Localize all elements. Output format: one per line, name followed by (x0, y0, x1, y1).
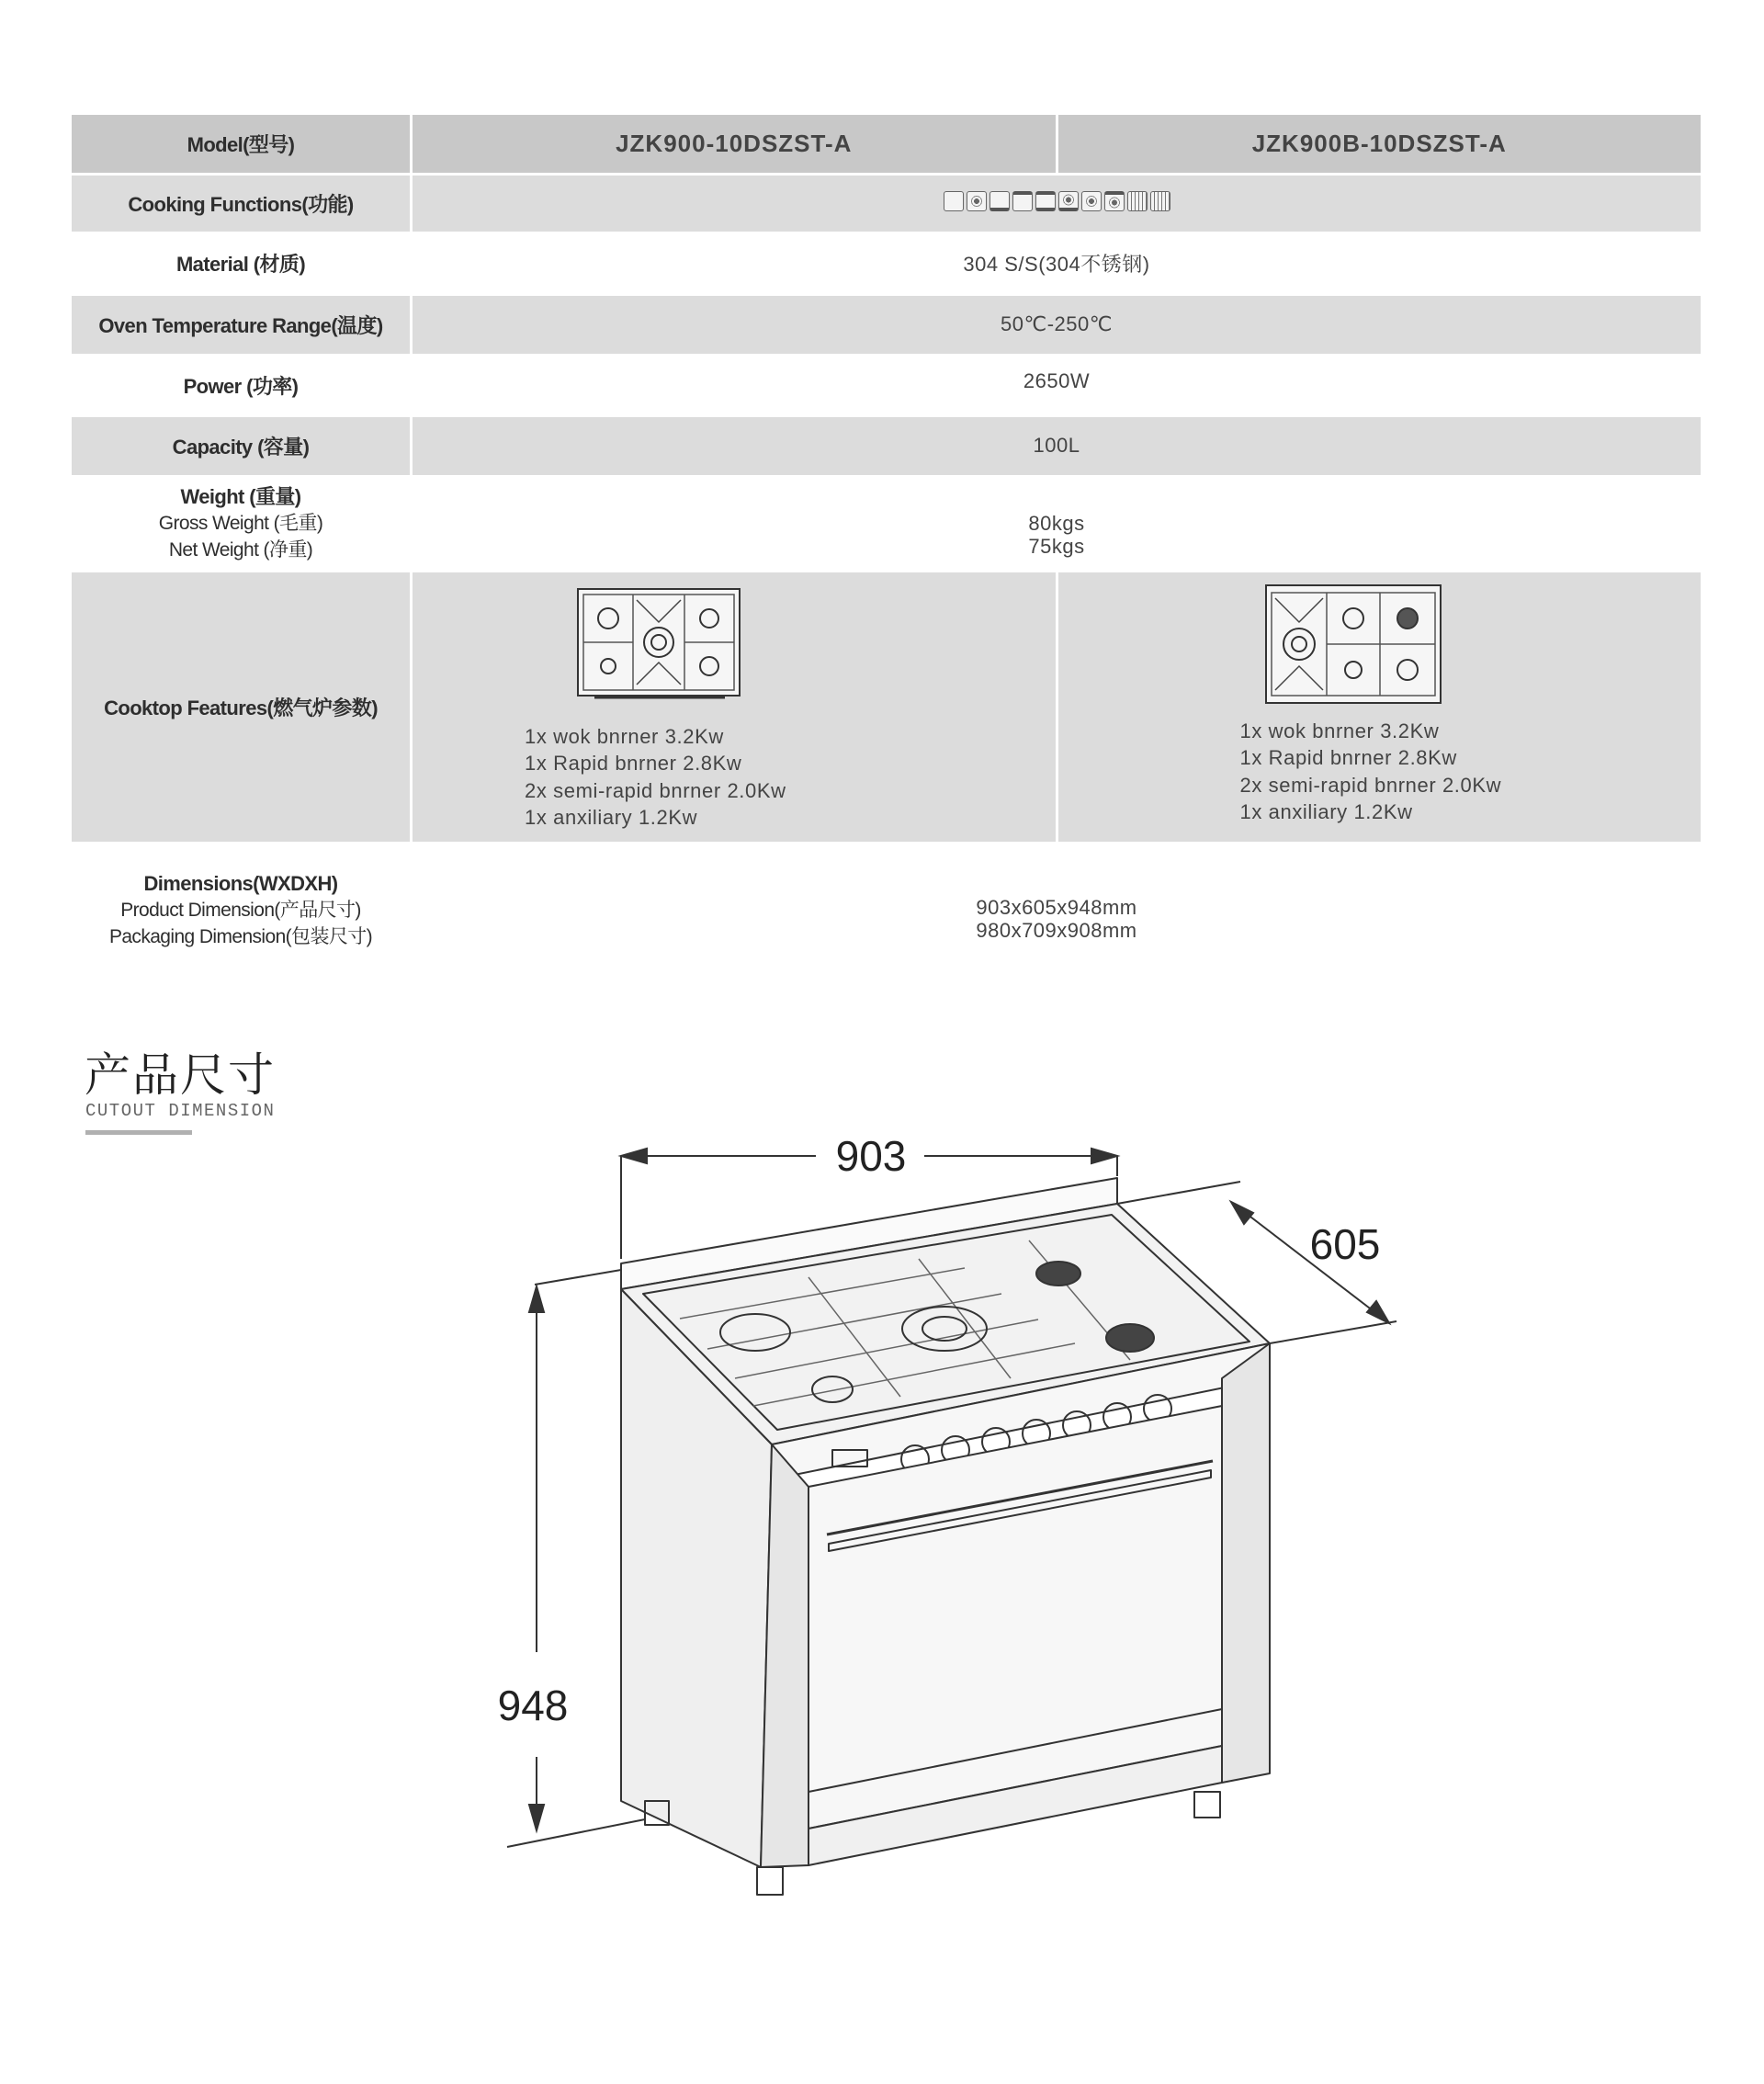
dimensions-label: Dimensions(WXDXH) (143, 871, 338, 895)
grill-icon (1127, 191, 1148, 211)
material-value: 304 S/S(304不锈钢) (412, 232, 1702, 294)
cooktop-left-diagram (576, 585, 743, 703)
net-weight-value: 75kgs (1028, 534, 1085, 558)
model-label: Model(型号) (72, 115, 412, 174)
width-dimension-label: 903 (835, 1132, 907, 1180)
model-row (72, 115, 1702, 174)
fan-heat-icon (1081, 191, 1102, 211)
capacity-label: Capacity (容量) (72, 415, 412, 476)
weight-label: Weight (重量) (180, 485, 301, 508)
weight-label-cell (72, 476, 412, 571)
fan-top-heat-icon (1104, 191, 1125, 211)
gross-weight-label: Gross Weight (毛重) (158, 513, 323, 534)
power-value: 2650W (412, 355, 1702, 415)
cooking-functions-label: Cooking Functions(功能) (72, 174, 412, 232)
top-bottom-heat-icon (1035, 191, 1056, 211)
cooktop-right-diagram (1264, 583, 1444, 705)
temperature-label: Oven Temperature Range(温度) (72, 294, 412, 355)
left-feature-2: 1x Rapid bnrner 2.8Kw (525, 752, 742, 775)
cooktop-left-cell (412, 571, 1057, 843)
section-subtitle: CUTOUT DIMENSION (85, 1101, 276, 1121)
height-dimension-label: 948 (497, 1682, 569, 1729)
cooktop-label: Cooktop Features(燃气炉参数) (72, 571, 412, 843)
temperature-row (72, 294, 1702, 355)
cooktop-left-features (525, 723, 786, 832)
dimensions-values (412, 843, 1702, 958)
right-feature-2: 1x Rapid bnrner 2.8Kw (1239, 746, 1457, 769)
right-feature-3: 2x semi-rapid bnrner 2.0Kw (1239, 773, 1502, 797)
defrost-icon (944, 191, 964, 211)
model-right: JZK900B-10DSZST-A (1057, 115, 1702, 174)
top-heat-icon (1012, 191, 1033, 211)
model-left: JZK900-10DSZST-A (412, 115, 1057, 174)
cooking-functions-row (72, 174, 1702, 232)
weight-values (412, 476, 1702, 571)
cooktop-row (72, 571, 1702, 843)
bottom-heat-icon (989, 191, 1010, 211)
capacity-value: 100L (412, 415, 1702, 476)
left-feature-3: 2x semi-rapid bnrner 2.0Kw (525, 778, 786, 802)
right-feature-1: 1x wok bnrner 3.2Kw (1239, 719, 1440, 742)
spec-table (72, 115, 1703, 960)
power-label: Power (功率) (72, 355, 412, 415)
fan-grill-icon (1150, 191, 1170, 211)
material-label: Material (材质) (72, 232, 412, 294)
dimensions-label-cell (72, 843, 412, 958)
section-title: 产品尺寸 (85, 1048, 276, 1102)
left-feature-1: 1x wok bnrner 3.2Kw (525, 724, 724, 748)
product-dimension-label: Product Dimension(产品尺寸) (120, 899, 361, 921)
cooking-functions-icons (412, 174, 1702, 232)
right-feature-4: 1x anxiliary 1.2Kw (1239, 800, 1413, 823)
capacity-row (72, 415, 1702, 476)
product-dimension-value: 903x605x948mm (976, 896, 1137, 919)
packaging-dimension-label: Packaging Dimension(包装尺寸) (108, 925, 373, 947)
fan-bottom-heat-icon (1058, 191, 1079, 211)
net-weight-label: Net Weight (净重) (168, 539, 313, 561)
packaging-dimension-value: 980x709x908mm (976, 919, 1137, 942)
depth-dimension-label: 605 (1309, 1220, 1381, 1268)
material-row (72, 232, 1702, 294)
power-row (72, 355, 1702, 415)
cooktop-right-features (1240, 718, 1502, 826)
fan-icon (967, 191, 987, 211)
dimensions-row (72, 843, 1702, 958)
left-feature-4: 1x anxiliary 1.2Kw (525, 806, 698, 829)
cooktop-right-cell (1057, 571, 1702, 843)
weight-row (72, 476, 1702, 571)
temperature-value: 50℃-250℃ (412, 294, 1702, 355)
stove-dimension-drawing (0, 1103, 1764, 2084)
gross-weight-value: 80kgs (1028, 511, 1085, 535)
